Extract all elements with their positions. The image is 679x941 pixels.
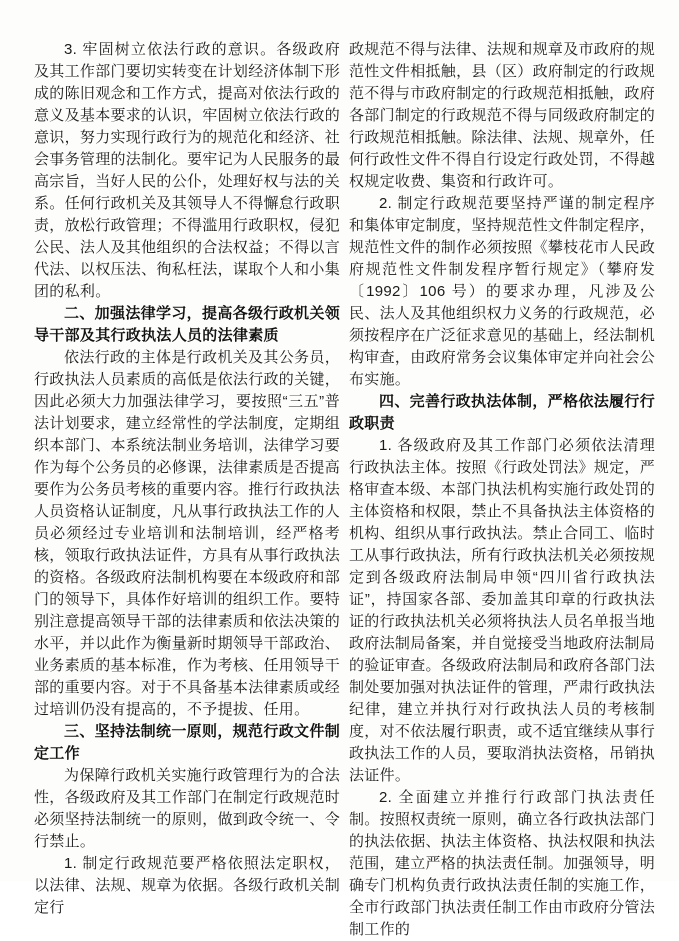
body-paragraph: 2. 制定行政规范要坚持严谨的制定程序和集体审定制度，坚持规范性文件制定程序，规范性文件的制作必须按照《攀枝花市人民政府规范性文件制发程序暂行规定》（攀府发〔1992〕106 号）的要求办理，凡涉及公民、法人及其他组织权力义务的行政规范，必须按程序在广泛征求意见的基础上，经法制机构审查，由政府常务会议集体审定并向社会公布实施。 (349, 195, 656, 388)
body-paragraph: 1. 制定行政规范要严格依照法定职权，以法律、法规、规章为依据。各级行政机关制定行 (34, 855, 341, 916)
right-column (349, 39, 655, 941)
section-heading-4: 四、完善行政执法体制，严格依法履行行政职责 (349, 393, 655, 432)
body-paragraph: 为保障行政机关实施行政管理行为的合法性，各级政府及其工作部门在制定行政规范时必须坚持法制统一的原则，做到政令统一、令行禁止。 (34, 767, 341, 850)
body-paragraph: 依法行政的主体是行政机关及其公务员，行政执法人员素质的高低是依法行政的关键，因此必须大力加强法律学习，要按照“三五”普法计划要求，建立经常性的学法制度，定期组织本部门、本系统法制业务培训，法律学习要作为每个公务员的必修课，法律素质是否提高要作为公务员考核的重要内容。推行行政执法人员资格认证制度，凡从事行政执法工作的人员必须经过专业培训和法制培训，经严格考核，领取行政执法证件，方具有从事行政执法的资格。各级政府法制机构要在本级政府和部门的领导下，具体作好培训的组织工作。要特别注意提高领导干部的法律素质和依法决策的水平，并以此作为衡量新时期领导干部政治、业务素质的基本标准，作为考核、任用领导干部的重要内容。对于不具备基本法律素质或经过培训仍没有提高的，不予提拔、任用。 (34, 349, 341, 718)
two-column-layout (34, 39, 655, 941)
section-heading-3: 三、坚持法制统一原则，规范行政文件制定工作 (34, 723, 340, 762)
body-paragraph: 3. 牢固树立依法行政的意识。各级政府及其工作部门要切实转变在计划经济体制下形成的陈旧观念和工作方式，提高对依法行政的意义及基本要求的认识，牢固树立依法行政的意识，努力实现行政行为的规范化和经济、社会事务管理的法制化。要牢记为人民服务的最高宗旨，当好人民的公仆，处理好权与法的关系。任何行政机关及其领导人不得懈怠行政职责，放松行政管理；不得滥用行政职权，侵犯公民、法人及其他组织的合法权益；不得以言代法、以权压法、徇私枉法，谋取个人和小集团的私利。 (34, 41, 341, 300)
body-paragraph: 1. 各级政府及其工作部门必须依法清理行政执法主体。按照《行政处罚法》规定，严格审查本级、本部门执法机构实施行政处罚的主体资格和权限，禁止不具备执法主体资格的机构、组织从事行政执法。禁止合同工、临时工从事行政执法，所有行政执法机关必须按规定到各级政府法制局申领“四川省行政执法证”，持国家各部、委加盖其印章的行政执法证的行政执法机关必须将执法人员名单报当地政府法制局备案，并自觉接受当地政府法制局的验证审查。各级政府法制局和政府各部门法制处要加强对执法证件的管理，严肃行政执法纪律，建立并执行对行政执法人员的考核制度，对不依法履行职责，或不适宜继续从事行政执法工作的人员，要取消执法资格，吊销执法证件。 (349, 437, 656, 784)
section-heading-2: 二、加强法律学习，提高各级行政机关领导干部及其行政执法人员的法律素质 (34, 305, 340, 344)
left-column (34, 39, 340, 941)
body-paragraph: 2. 全面建立并推行行政部门执法责任制。按照权责统一原则，确立各行政执法部门的执法依据、执法主体资格、执法权限和执法范围，建立严格的执法责任制。加强领导，明确专门机构负责行政执法责任制的实施工作，全市行政部门执法责任制工作由市政府分管法制工作的 (349, 789, 656, 938)
body-paragraph-continued: 政规范不得与法律、法规和规章及市政府的规范性文件相抵触，县（区）政府制定的行政规范不得与市政府制定的行政规范相抵触，政府各部门制定的行政规范不得与同级政府制定的行政规范相抵触。除法律、法规、规章外，任何行政性文件不得自行设定行政处罚，不得越权规定收费、集资和行政许可。 (349, 41, 656, 190)
